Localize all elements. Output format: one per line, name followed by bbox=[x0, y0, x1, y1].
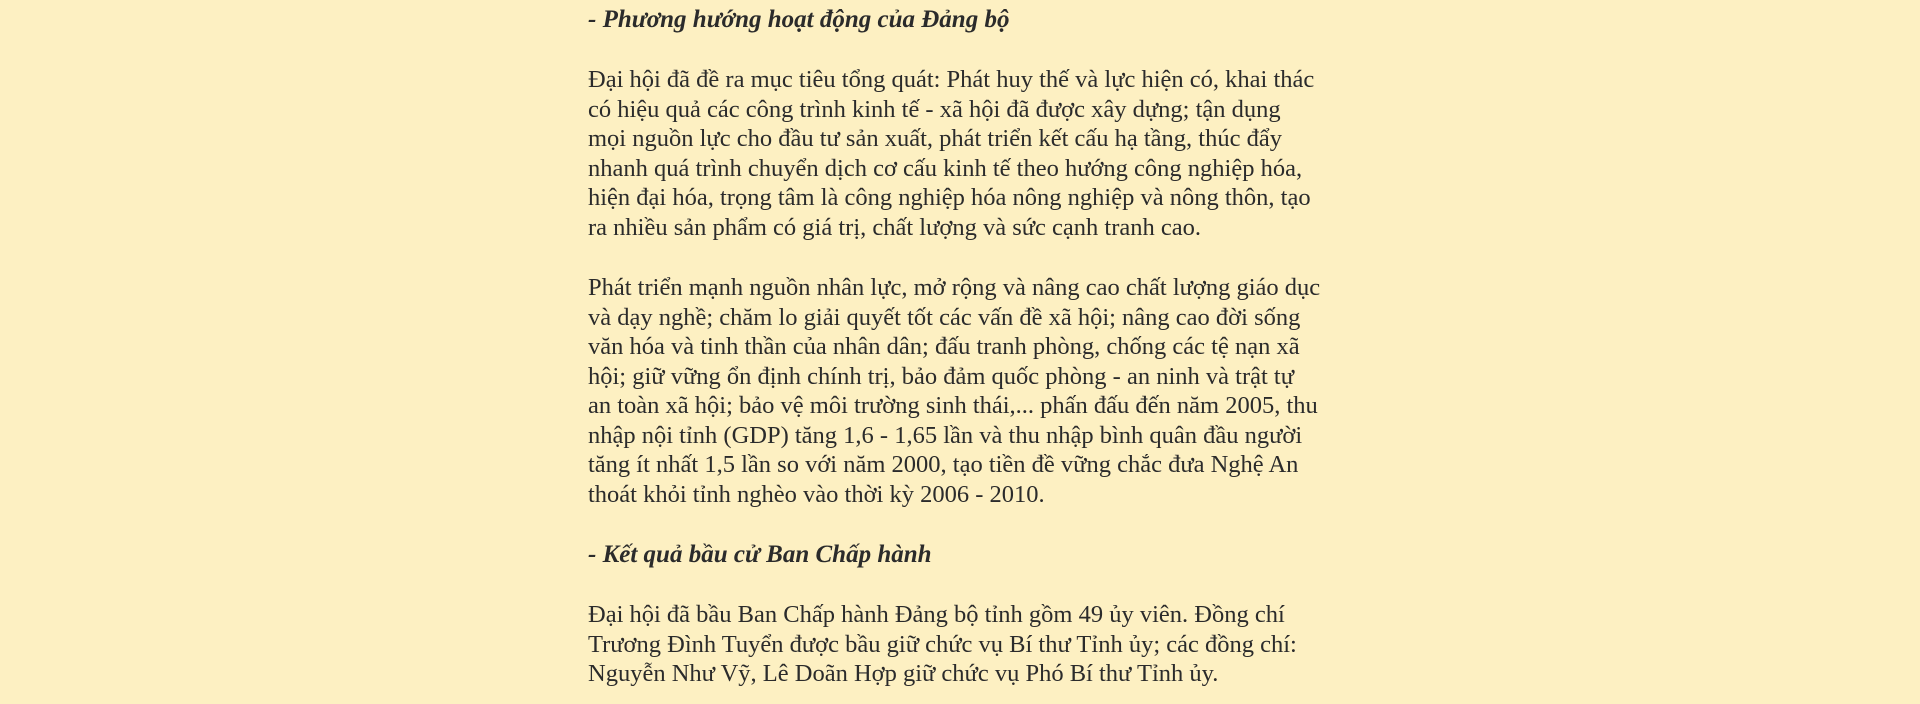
paragraph-general-goal: Đại hội đã đề ra mục tiêu tổng quát: Phát huy thế và lực hiện có, khai thác có hiệu quả các công trình kinh tế - xã hội đã được xây dựng; tận dụng mọi nguồn lực cho đầu tư sản xuất, phát triển kết cấu hạ tầng, thúc đẩy nhanh quá trình chuyển dịch cơ cấu kinh tế theo hướng công nghiệp hóa, hiện đại hóa, trọng tâm là công nghiệp hóa nông nghiệp và nông thôn, tạo ra nhiều sản phẩm có giá trị, chất lượng và sức cạnh tranh cao. bbox=[588, 66, 1315, 241]
section-heading-direction: - Phương hướng hoạt động của Đảng bộ bbox=[588, 6, 1010, 33]
paragraph-development: Phát triển mạnh nguồn nhân lực, mở rộng và nâng cao chất lượng giáo dục và dạy nghề; chăm lo giải quyết tốt các vấn đề xã hội; nâng cao đời sống văn hóa và tinh thần của nhân dân; đấu tranh phòng, chống các tệ nạn xã hội; giữ vững ổn định chính trị, bảo đảm quốc phòng - an ninh và trật tự an toàn xã hội; bảo vệ môi trường sinh thái,... phấn đấu đến năm 2005, thu nhập nội tỉnh (GDP) tăng 1,6 - 1,65 lần và thu nhập bình quân đầu người tăng ít nhất 1,5 lần so với năm 2000, tạo tiền đề vững chắc đưa Nghệ An thoát khỏi tỉnh nghèo vào thời kỳ 2006 - 2010. bbox=[588, 274, 1321, 508]
paragraph-election-results: Đại hội đã bầu Ban Chấp hành Đảng bộ tỉnh gồm 49 ủy viên. Đồng chí Trương Đình Tuyển được bầu giữ chức vụ Bí thư Tỉnh ủy; các đồng chí: Nguyễn Như Vỹ, Lê Doãn Hợp giữ chức vụ Phó Bí thư Tỉnh ủy. bbox=[588, 601, 1297, 687]
article-body bbox=[588, 0, 1338, 689]
section-heading-election: - Kết quả bầu cử Ban Chấp hành bbox=[588, 541, 932, 568]
